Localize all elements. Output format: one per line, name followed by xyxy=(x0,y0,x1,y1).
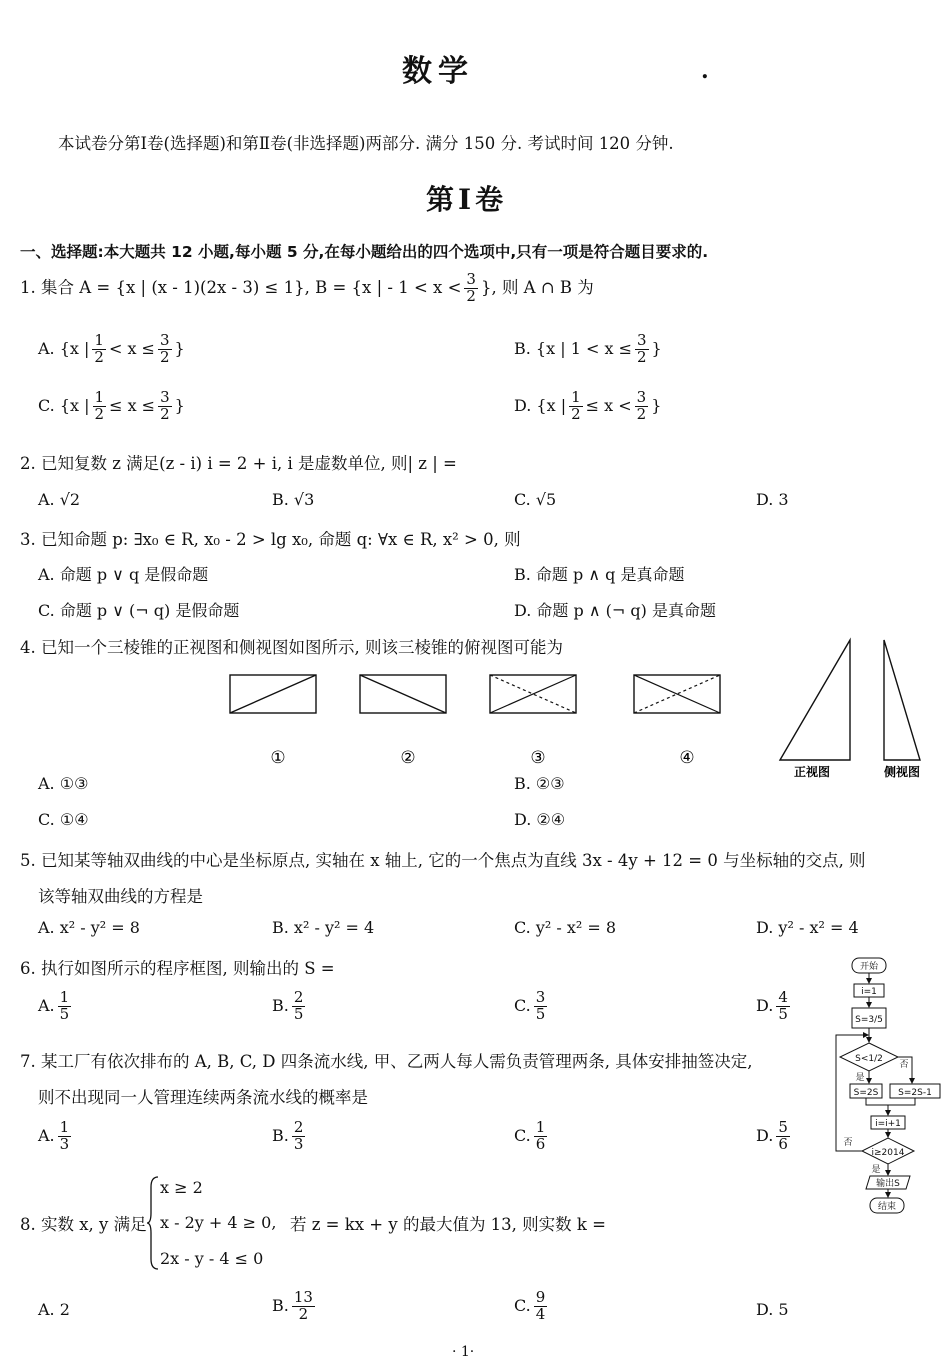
q7-option-d: D. $\frac{5}{6}$ xyxy=(756,1118,788,1153)
svg-text:是: 是 xyxy=(855,1073,865,1083)
q8-constraint-2: x - 2y + 4 ≥ 0, xyxy=(160,1213,277,1232)
question-6: 6. 执行如图所示的程序框图, 则输出的 S = xyxy=(20,959,335,978)
svg-text:S=2S: S=2S xyxy=(853,1088,879,1098)
q6-option-d: D. $\frac{4}{5}$ xyxy=(756,988,788,1023)
q4-label-3: ③ xyxy=(530,748,546,768)
q7-option-b: B. $\frac{2}{3}$ xyxy=(272,1118,304,1153)
q1-option-b: B. {x | 1 < x ≤ $\frac{3}{2}$ } xyxy=(514,331,662,366)
q1-option-a: A. {x | $\frac{1}{2}$ < x ≤ $\frac{3}{2}$ } xyxy=(38,331,185,366)
svg-text:开始: 开始 xyxy=(859,962,879,972)
q4-top-view-options xyxy=(220,665,740,775)
q3-option-a: A. 命题 p ∨ q 是假命题 xyxy=(38,565,209,584)
q4-option-b: B. ②③ xyxy=(514,774,565,793)
q1-option-d: D. {x | $\frac{1}{2}$ ≤ x < $\frac{3}{2}$ } xyxy=(514,388,662,423)
question-5-line2: 该等轴双曲线的方程是 xyxy=(38,887,203,906)
q6-option-c: C. $\frac{3}{5}$ xyxy=(514,988,546,1023)
page-title: 数学 xyxy=(402,54,474,89)
q2-option-a: A. √2 xyxy=(38,490,81,509)
svg-text:否: 否 xyxy=(843,1138,853,1148)
svg-text:输出S: 输出S xyxy=(876,1179,900,1189)
q3-option-d: D. 命题 p ∧ (¬ q) 是真命题 xyxy=(514,601,716,620)
q8-brace xyxy=(146,1175,160,1271)
question-8-pre: 8. 实数 x, y 满足 xyxy=(20,1215,147,1234)
q8-option-b: B. $\frac{13}{2}$ xyxy=(272,1288,313,1323)
q6-option-a: A. $\frac{1}{5}$ xyxy=(38,988,70,1023)
svg-text:i=i+1: i=i+1 xyxy=(875,1119,901,1129)
q4-label-1: ① xyxy=(270,748,286,768)
q4-figure-2 xyxy=(360,675,446,713)
svg-text:S<1/2: S<1/2 xyxy=(855,1054,883,1064)
q4-front-side-views xyxy=(770,630,940,782)
q5-option-c: C. y² - x² = 8 xyxy=(514,918,617,937)
q7-option-a: A. $\frac{1}{3}$ xyxy=(38,1118,70,1153)
q1-option-c: C. {x | $\frac{1}{2}$ ≤ x ≤ $\frac{3}{2}$ } xyxy=(38,388,185,423)
side-view-triangle xyxy=(884,640,920,760)
front-view-label: 正视图 xyxy=(793,765,831,779)
program-flowchart xyxy=(828,955,946,1220)
question-7-line2: 则不出现同一人管理连续两条流水线的概率是 xyxy=(38,1088,368,1107)
q8-constraint-3: 2x - y - 4 ≤ 0 xyxy=(160,1249,264,1268)
q2-option-c: C. √5 xyxy=(514,490,557,509)
q8-constraint-1: x ≥ 2 xyxy=(160,1178,203,1197)
q7-option-c: C. $\frac{1}{6}$ xyxy=(514,1118,546,1153)
q3-option-c: C. 命题 p ∨ (¬ q) 是假命题 xyxy=(38,601,240,620)
svg-text:i=1: i=1 xyxy=(861,987,877,997)
q4-label-4: ④ xyxy=(679,748,695,768)
q1-stem-pre: 1. 集合 A = {x | (x - 1)(2x - 3) ≤ 1}, B = {x | - 1 < x < xyxy=(20,277,462,297)
q1-fraction: $\frac{3}{2}$ xyxy=(466,270,476,305)
q4-option-d: D. ②④ xyxy=(514,810,566,829)
q2-option-d: D. 3 xyxy=(756,490,789,509)
q8-option-a: A. 2 xyxy=(38,1300,70,1319)
title-dot: . xyxy=(701,58,709,84)
question-1 xyxy=(20,272,594,305)
svg-text:结束: 结束 xyxy=(877,1202,897,1212)
svg-text:是: 是 xyxy=(871,1165,881,1175)
q5-option-b: B. x² - y² = 4 xyxy=(272,918,375,937)
question-2: 2. 已知复数 z 满足(z - i) i = 2 + i, i 是虚数单位, 则| z | = xyxy=(20,454,457,473)
q4-figure-4 xyxy=(634,675,720,713)
q8-option-d: D. 5 xyxy=(756,1300,789,1319)
question-5-line1: 5. 已知某等轴双曲线的中心是坐标原点, 实轴在 x 轴上, 它的一个焦点为直线 3x - 4y + 12 = 0 与坐标轴的交点, 则 xyxy=(20,851,866,870)
q4-figure-3 xyxy=(490,675,576,713)
q4-option-a: A. ①③ xyxy=(38,774,89,793)
section-heading: 一、选择题:本大题共 12 小题,每小题 5 分,在每小题给出的四个选项中,只有一项是符合题目要求的. xyxy=(20,243,709,261)
q2-option-b: B. √3 xyxy=(272,490,315,509)
svg-text:i≥2014: i≥2014 xyxy=(871,1148,905,1158)
q1-stem-post: }, 则 A ∩ B 为 xyxy=(480,277,594,297)
svg-text:S=3/5: S=3/5 xyxy=(855,1015,883,1025)
volume-title: 第Ⅰ卷 xyxy=(426,183,508,216)
question-3: 3. 已知命题 p: ∃x₀ ∈ R, x₀ - 2 > lg x₀, 命题 q: ∀x ∈ R, x² > 0, 则 xyxy=(20,530,521,549)
question-7-line1: 7. 某工厂有依次排布的 A, B, C, D 四条流水线, 甲、乙两人每人需负责管理两条, 具体安排抽签决定, xyxy=(20,1052,753,1071)
q8-option-c: C. $\frac{9}{4}$ xyxy=(514,1288,546,1323)
intro-text: 本试卷分第Ⅰ卷(选择题)和第Ⅱ卷(非选择题)两部分. 满分 150 分. 考试时间 120 分钟. xyxy=(58,134,674,153)
question-4: 4. 已知一个三棱锥的正视图和侧视图如图所示, 则该三棱锥的俯视图可能为 xyxy=(20,638,563,657)
q5-option-a: A. x² - y² = 8 xyxy=(38,918,140,937)
q4-label-2: ② xyxy=(400,748,416,768)
question-8-post: 若 z = kx + y 的最大值为 13, 则实数 k = xyxy=(290,1215,606,1234)
side-view-label: 侧视图 xyxy=(883,765,921,779)
q4-figure-1 xyxy=(230,675,316,713)
q6-option-b: B. $\frac{2}{5}$ xyxy=(272,988,304,1023)
svg-text:S=2S-1: S=2S-1 xyxy=(898,1088,932,1098)
svg-text:否: 否 xyxy=(899,1060,909,1070)
page-number: · 1· xyxy=(452,1344,475,1360)
q3-option-b: B. 命题 p ∧ q 是真命题 xyxy=(514,565,685,584)
q5-option-d: D. y² - x² = 4 xyxy=(756,918,859,937)
q4-option-c: C. ①④ xyxy=(38,810,89,829)
front-view-triangle xyxy=(780,640,850,760)
